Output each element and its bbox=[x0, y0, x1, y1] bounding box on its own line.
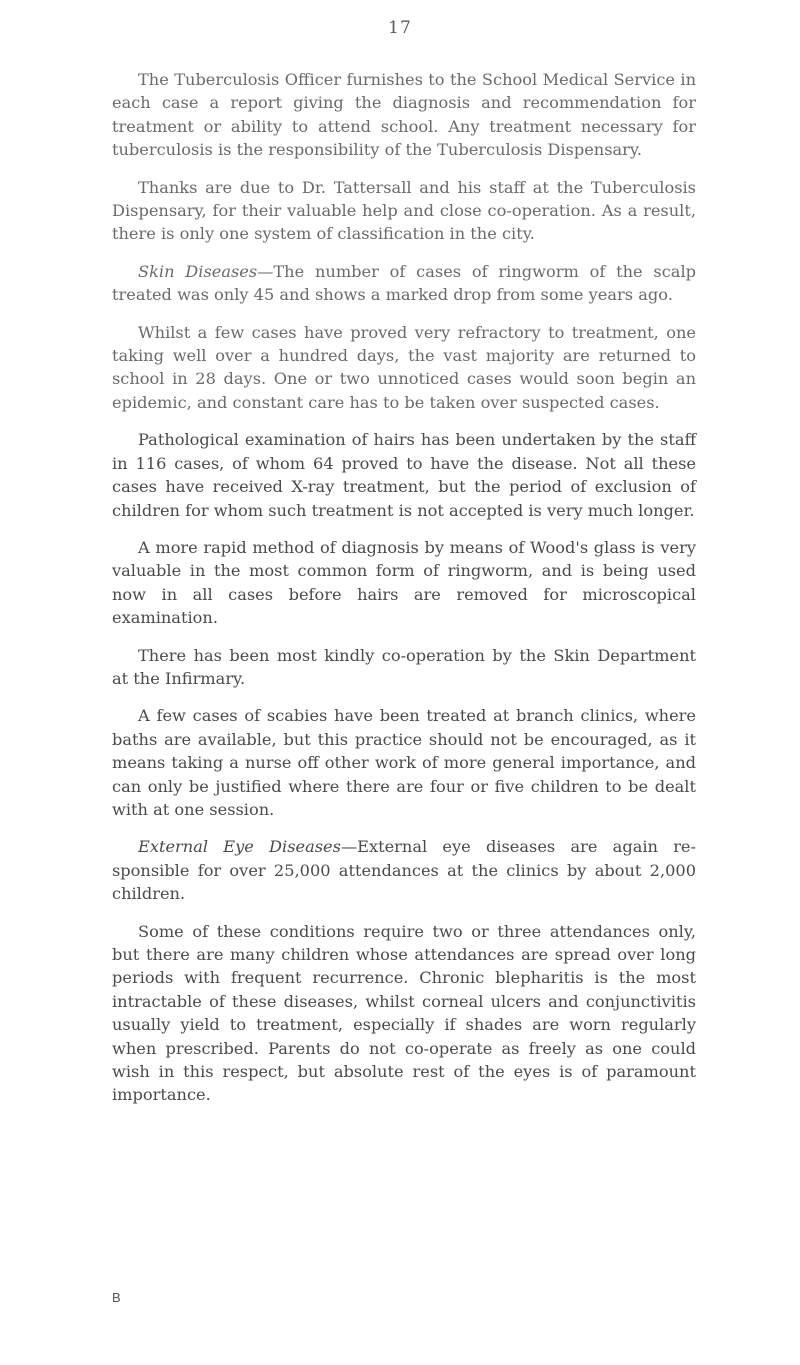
paragraph-woods-glass bbox=[112, 536, 696, 630]
paragraph-external-eye-diseases bbox=[112, 835, 696, 905]
paragraph-skin-diseases bbox=[112, 260, 696, 307]
paragraph-text: —The number of cases of ringworm of the scalp treated was only 45 and shows a marked drop from some years ago. bbox=[112, 261, 696, 305]
paragraph-thanks bbox=[112, 176, 696, 246]
paragraph-text: A few cases of scabies have been treated at branch clinics, where baths are available, but this practice should not be encouraged, as it means taking a nurse off other work of more general importance, and can only be justified where there are four or five children to be dealt with at one session. bbox=[112, 706, 696, 819]
paragraph-refractory-cases bbox=[112, 321, 696, 415]
section-heading-external-eye-diseases: External Eye Diseases bbox=[138, 837, 341, 857]
paragraph-text: Pathological examination of hairs has been undertaken by the staff in 116 cases, of whom 64 proved to have the disease. Not all these cases have received X-ray treatment, but the period of exclusion of children for whom such treatment is not accepted is very much longer. bbox=[112, 430, 696, 520]
paragraph-text: A more rapid method of diagnosis by means of Wood's glass is very valuable in the most common form of ringworm, and is being used now in all cases before hairs are removed for microscopical examination. bbox=[112, 537, 696, 628]
paragraph-skin-department bbox=[112, 644, 696, 691]
paragraph-text: Thanks are due to Dr. Tattersall and his staff at the Tuberculosis Dispensary, for their valuable help and close co-operation. As a result, there is only one system of classification in the city. bbox=[112, 177, 696, 244]
paragraph-scabies bbox=[112, 704, 696, 821]
paragraph-text: The Tuberculosis Officer furnishes to the School Medical Service in each case a report giving the diagnosis and recommendation for treatment or ability to attend school. Any treatment necessary for tuberculosis is the responsibility of the Tuberculosis Dispensary. bbox=[112, 70, 696, 160]
paragraph-pathological-examination bbox=[112, 428, 696, 522]
paragraph-text: Some of these conditions require two or three attendances only, but there are many children whose attendances are spread over long periods with frequent recurrence. Chronic blepharitis is the most intractable of these diseases, whilst corneal ulcers and conjunctivitis usually yield to treatment, especially if shades are worn regularly when prescribed. Parents do not co-operate as freely as one could wish in this respect, but absolute rest of the eyes is of paramount importance. bbox=[112, 921, 696, 1105]
paragraph-tuberculosis-report bbox=[112, 68, 696, 162]
signature-mark: B bbox=[112, 1290, 122, 1305]
paragraph-text: There has been most kindly co-operation by the Skin Department at the Infirmary. bbox=[112, 645, 696, 688]
paragraph-eye-conditions bbox=[112, 920, 696, 1107]
paragraph-text: Whilst a few cases have proved very refractory to treatment, one taking well over a hundred days, the vast majority are returned to school in 28 days. One or two unnoticed cases would soon begin an epidemic, and constant care has to be taken over suspected cases. bbox=[112, 322, 696, 412]
paragraph-text: —External eye diseases are again responsible for over 25,000 attendances at the clinics by about 2,000 children. bbox=[112, 837, 696, 904]
body-text bbox=[112, 68, 696, 1121]
page-number: 17 bbox=[388, 18, 412, 38]
section-heading-skin-diseases: Skin Diseases bbox=[138, 261, 258, 281]
